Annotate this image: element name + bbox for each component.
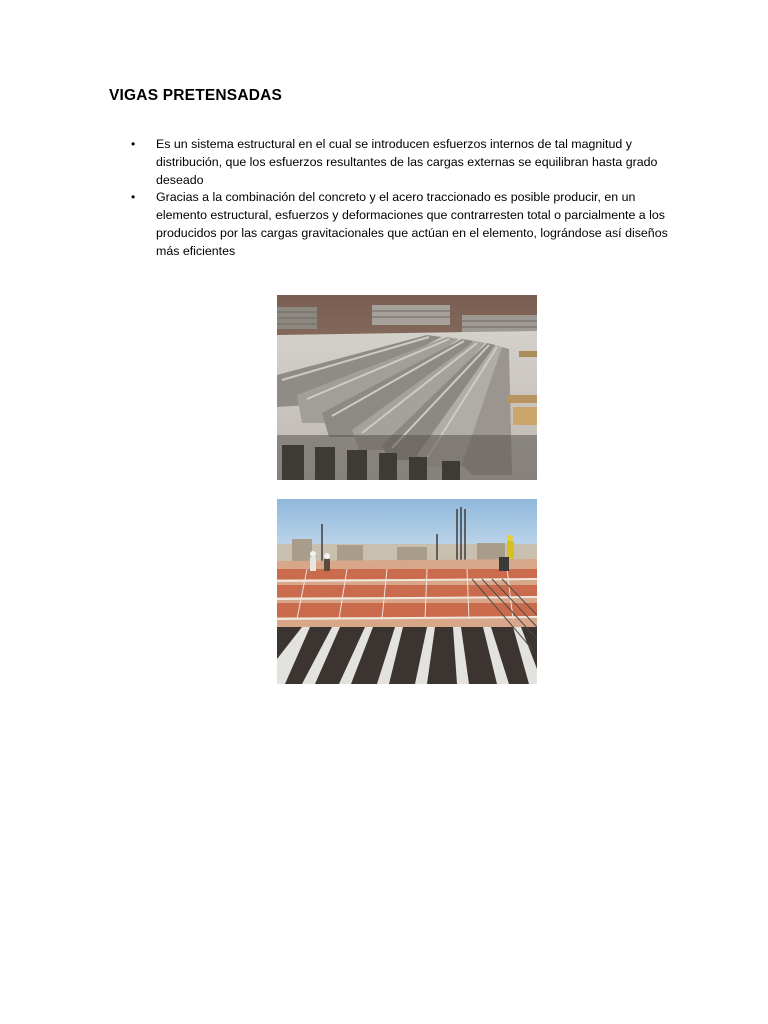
bullet-text: Es un sistema estructural en el cual se introducen esfuerzos internos de tal magnitud y distribución, que los esfuerzos resultantes de las cargas externas se equilibran hasta grado deseado — [156, 137, 658, 187]
prestressed-beams-photo — [277, 295, 537, 480]
bullet-list — [131, 136, 671, 261]
bullet-item — [131, 136, 671, 189]
bullet-marker: • — [131, 190, 136, 205]
bullet-item — [131, 189, 671, 260]
bullet-text: Gracias a la combinación del concreto y el acero traccionado es posible producir, en un elemento estructural, esfuerzos y deformaciones que contrarresten total o parcialmente a los producidos por las cargas gravitacionales que actúan en el elemento, lográndose así diseños más eficientes — [156, 190, 668, 258]
bullet-marker: • — [131, 137, 136, 151]
construction-site-photo — [277, 499, 537, 684]
document-title: VIGAS PRETENSADAS — [109, 87, 283, 104]
